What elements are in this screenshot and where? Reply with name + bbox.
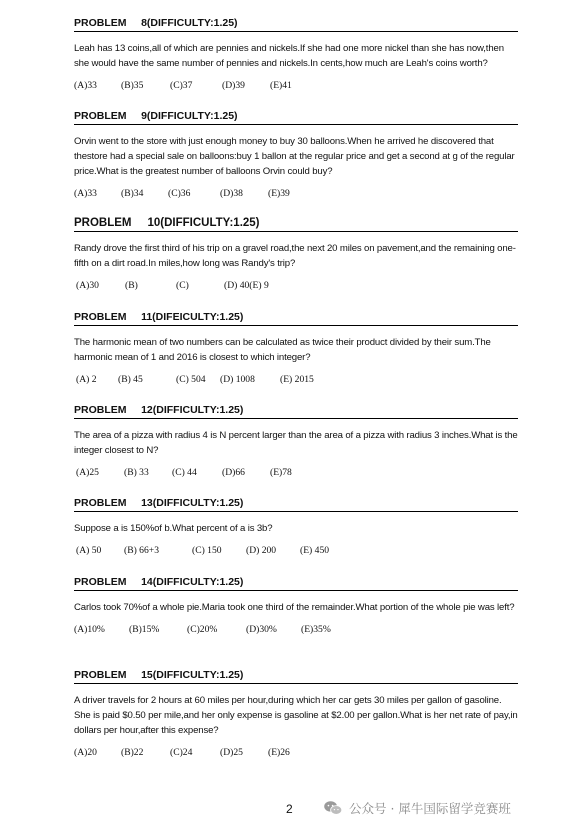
answer-choices [74,280,518,294]
choice-d: (D) 1008 [220,374,255,385]
problem-9 [74,110,518,202]
choice-a: (A)33 [74,80,97,91]
choice-c: (C) 150 [192,545,222,556]
problem-13 [74,497,518,559]
choice-e: (E) 450 [300,545,330,556]
choice-c: (C)36 [168,188,191,199]
choice-e: (E)35% [301,624,331,635]
choice-e: (E)39 [268,188,290,199]
answer-choices [74,747,518,761]
choice-d: (D)25 [220,747,243,758]
choice-c: (C) [176,280,189,291]
problem-question: Carlos took 70%of a whole pie.Maria took one third of the remainder.What portion of the whole pie was left? [74,602,515,613]
answer-choices [74,80,518,94]
answer-choices [74,374,518,388]
answer-choices [74,467,518,481]
choice-b: (B)35 [121,80,144,91]
choice-d: (D)30% [246,624,277,635]
choice-e: (E)78 [270,467,292,478]
choice-a: (A)25 [76,467,99,478]
problem-question: A driver travels for 2 hours at 60 miles per hour,during which her car gets 30 miles per gallon of gasoline. She is paid $0.50 per mile,and her only expense is gasoline at $2.00 per gallon.What is her net rate of pay,in dollars per hour,after this expense? [74,695,518,736]
choice-c: (C)20% [187,624,218,635]
problem-header: PROBLEM 10(DIFFICULTY:1.25) [74,217,518,232]
wechat-icon [323,800,343,816]
choice-a: (A)33 [74,188,97,199]
problem-header: PROBLEM 13(DIFFICULTY:1.25) [74,497,518,512]
choice-d: (D)66 [222,467,245,478]
choice-d: (D)38 [220,188,243,199]
choice-e: (E) 2015 [280,374,314,385]
choice-d: (D)39 [222,80,245,91]
problem-question: The harmonic mean of two numbers can be calculated as twice their product divided by their sum.The harmonic mean of 1 and 2016 is closest to which integer? [74,337,491,363]
problem-14 [74,576,518,638]
problem-header: PROBLEM 9(DIFFICULTY:1.25) [74,110,518,125]
choice-a: (A) 50 [76,545,102,556]
choice-c: (C) 44 [172,467,197,478]
problem-question: Leah has 13 coins,all of which are pennies and nickels.If she had one more nickel than she has now,then she would have the same number of pennies and nickels.In cents,how much are Leah's coins worth? [74,43,504,69]
answer-choices [74,545,518,559]
problem-15 [74,669,518,761]
choice-b: (B)34 [121,188,144,199]
page-number: 2 [286,802,293,816]
problem-header: PROBLEM 15(DIFFICULTY:1.25) [74,669,518,684]
problem-8 [74,17,518,94]
choice-b: (B) [125,280,138,291]
problem-header: PROBLEM 14(DIFFICULTY:1.25) [74,576,518,591]
answer-choices [74,624,518,638]
watermark [323,798,511,818]
choice-d-e: (D) 40(E) 9 [224,280,269,291]
problem-header: PROBLEM 8(DIFFICULTY:1.25) [74,17,518,32]
choice-b: (B)15% [129,624,160,635]
problem-header: PROBLEM 12(DIFFICULTY:1.25) [74,404,518,419]
choice-c: (C)24 [170,747,193,758]
choice-e: (E)41 [270,80,292,91]
choice-b: (B) 66+3 [124,545,159,556]
problem-question: Randy drove the first third of his trip on a gravel road,the next 20 miles on pavement,and the remaining one-fifth on a dirt road.In miles,how long was Randy's trip? [74,243,516,269]
problem-header: PROBLEM 11(DIFEICULTY:1.25) [74,311,518,326]
choice-e: (E)26 [268,747,290,758]
choice-d: (D) 200 [246,545,277,556]
choice-a: (A)20 [74,747,97,758]
watermark-text: 公众号 · 犀牛国际留学竞赛班 [349,801,511,816]
problem-question: Orvin went to the store with just enough money to buy 30 balloons.When he arrived he discovered that thestore had a special sale on balloons:buy 1 ballon at the regular price and get a second at g of the regular price.What is the greatest number of balloons Orvin could buy? [74,136,515,177]
choice-c: (C) 504 [176,374,206,385]
choice-a: (A)10% [74,624,105,635]
choice-b: (B)22 [121,747,144,758]
problem-12 [74,404,518,481]
choice-b: (B) 33 [124,467,149,478]
problem-question: The area of a pizza with radius 4 is N percent larger than the area of a pizza with radius 3 inches.What is the integer closest to N? [74,430,518,456]
choice-b: (B) 45 [118,374,143,385]
choice-a: (A) 2 [76,374,97,385]
answer-choices [74,188,518,202]
problem-11 [74,311,518,388]
choice-c: (C)37 [170,80,193,91]
choice-a: (A)30 [76,280,99,291]
problem-10 [74,217,518,294]
problem-question: Suppose a is 150%of b.What percent of a is 3b? [74,523,273,534]
